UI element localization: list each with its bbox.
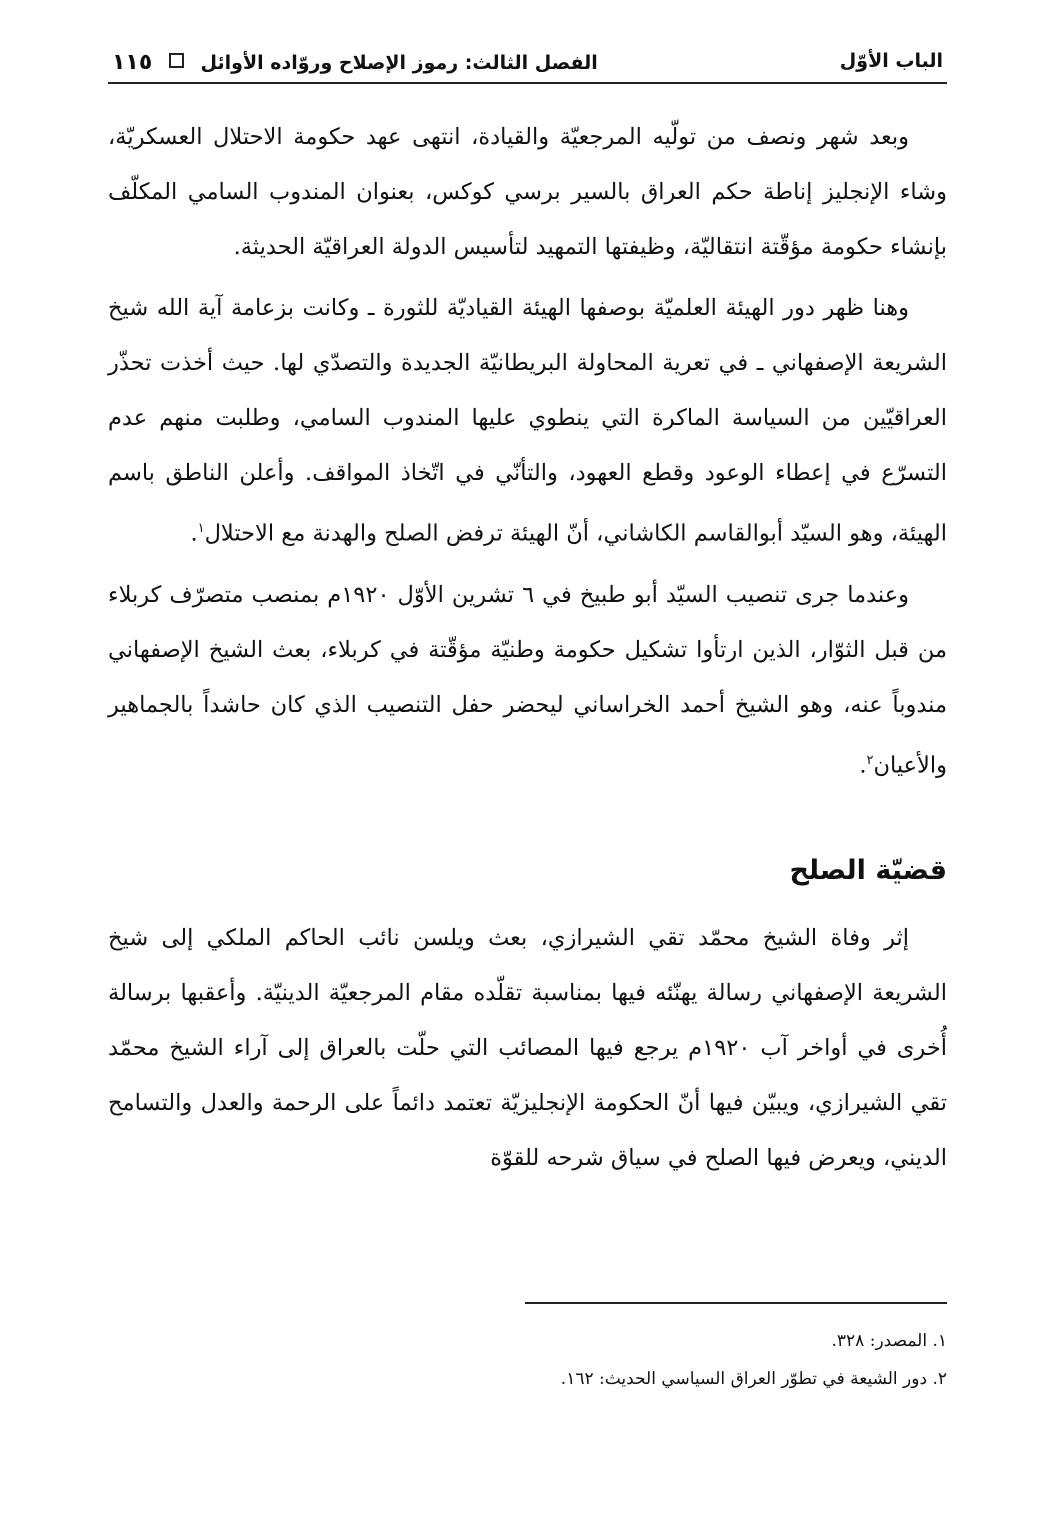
- running-header: [108, 44, 947, 84]
- chapter-title: الفصل الثالث: رموز الإصلاح وروّاده الأوائل: [200, 52, 598, 74]
- page-body: [108, 110, 947, 1192]
- footnote-2: ٢. دور الشيعة في تطوّر العراق السياسي الحديث: ١٦٢.: [560, 1369, 947, 1389]
- footnote-ref-1: ١: [197, 521, 205, 536]
- paragraph-4: [108, 911, 947, 1186]
- chapter-title-group: [112, 50, 598, 75]
- paragraph-3-end: .: [859, 752, 867, 778]
- separator-box-icon: [169, 53, 184, 68]
- page-number: ١١٥: [112, 50, 153, 75]
- paragraph-3: [108, 568, 947, 794]
- paragraph-1-text: وبعد شهر ونصف من تولّيه المرجعيّة والقيادة، انتهى عهد حكومة الاحتلال العسكريّة، وشاء الإنجليز إناطة حكم العراق بالسير برسي كوكس، بعنوان المندوب السامي المكلّف بإنشاء حكومة مؤقّتة انتقاليّة، وظيفتها التمهيد لتأسيس الدولة العراقيّة الحديثة.: [108, 124, 947, 260]
- footnote-ref-2: ٢: [866, 752, 874, 768]
- paragraph-2: [108, 281, 947, 562]
- footnotes: [108, 1322, 947, 1398]
- footnote-1: ١. المصدر: ٣٢٨.: [831, 1331, 947, 1351]
- paragraph-3-text: وعندما جرى تنصيب السيّد أبو طبيخ في ٦ تشرين الأوّل ١٩٢٠م بمنصب متصرّف كربلاء من قبل الثوّار، الذين ارتأوا تشكيل حكومة وطنيّة مؤقّتة في كربلاء، بعث الشيخ الإصفهاني مندوباً عنه، وهو الشيخ أحمد الخراساني ليحضر حفل التنصيب الذي كان حاشداً بالجماهير والأعيان: [108, 581, 947, 778]
- paragraph-4-text: إثر وفاة الشيخ محمّد تقي الشيرازي، بعث ويلسن نائب الحاكم الملكي إلى شيخ الشريعة الإصفهاني رسالة يهنّئه فيها بمناسبة تقلّده مقام المرجعيّة الدينيّة. وأعقبها برسالة أُخرى في أواخر آب ١٩٢٠م يرجع فيها المصائب التي حلّت بالعراق إلى آراء الشيخ محمّد تقي الشيرازي، ويبيّن فيها أنّ الحكومة الإنجليزيّة تعتمد دائماً على الرحمة والعدل والتسامح الديني، ويعرض فيها الصلح في سياق شرحه للقوّة: [108, 925, 947, 1171]
- paragraph-2-text: وهنا ظهر دور الهيئة العلميّة بوصفها الهيئة القياديّة للثورة ـ وكانت بزعامة آية الله شيخ الشريعة الإصفهاني ـ في تعرية المحاولة البريطانيّة الجديدة والتصدّي لها. حيث أخذت تحذّر العراقيّين من السياسة الماكرة التي ينطوي عليها المندوب السامي، وطلبت منهم عدم التسرّع في إعطاء الوعود وقطع العهود، والتأنّي في اتّخاذ المواقف. وأعلن الناطق باسم الهيئة، وهو السيّد أبوالقاسم الكاشاني، أنّ الهيئة ترفض الصلح والهدنة مع الاحتلال: [108, 295, 947, 547]
- section-heading: قضيّة الصلح: [789, 855, 947, 886]
- part-title: الباب الأوّل: [839, 50, 943, 72]
- paragraph-2-end: .: [190, 520, 198, 547]
- footnote-divider: [525, 1302, 947, 1304]
- paragraph-1: [108, 110, 947, 275]
